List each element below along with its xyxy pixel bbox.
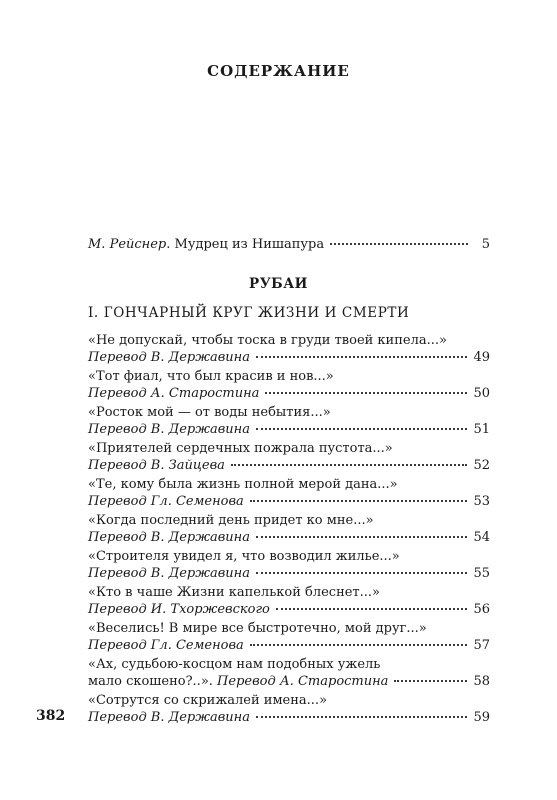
translator: Перевод А. Старостина — [88, 386, 260, 401]
entry-page: 56 — [473, 602, 490, 617]
poem-title: «Кто в чаше Жизни капелькой блеснет...» — [88, 585, 380, 600]
intro-entry — [88, 236, 490, 254]
dot-leader — [250, 500, 468, 502]
poem-title: «Те, кому была жизнь полной мерой дана...» — [88, 477, 398, 492]
entry-page: 58 — [473, 674, 490, 689]
toc-entry — [88, 404, 490, 439]
section-heading: РУБАИ — [249, 276, 308, 292]
poem-title-line-2: мало скошено?..». — [88, 674, 218, 689]
dot-leader — [231, 464, 468, 466]
entry-page: 59 — [473, 710, 490, 725]
poem-title: «Когда последний день придет ко мне...» — [88, 513, 374, 528]
dot-leader — [265, 392, 467, 394]
entry-page: 51 — [473, 422, 490, 437]
poem-title: «Тот фиал, что был красив и нов...» — [88, 369, 334, 384]
intro-line — [88, 236, 490, 254]
toc-entry — [88, 368, 490, 403]
poem-title: «Приятелей сердечных пожрала пустота...» — [88, 441, 393, 456]
page-title: СОДЕРЖАНИЕ — [207, 62, 350, 80]
dot-leader — [250, 644, 468, 646]
dot-leader — [256, 428, 467, 430]
translator: Перевод А. Старостина — [217, 674, 389, 689]
translator: Перевод И. Тхоржевского — [88, 602, 270, 617]
translator: Перевод В. Державина — [88, 710, 250, 725]
dot-leader — [276, 608, 468, 610]
toc-entry — [88, 548, 490, 583]
entry-page: 54 — [473, 530, 490, 545]
toc-entry — [88, 692, 490, 727]
toc-entry — [88, 512, 490, 547]
subsection-heading: I. ГОНЧАРНЫЙ КРУГ ЖИЗНИ И СМЕРТИ — [88, 305, 410, 321]
poem-title: «Не допускай, чтобы тоска в груди твоей кипела...» — [88, 333, 447, 348]
entry-page: 53 — [473, 494, 490, 509]
translator: Перевод В. Зайцева — [88, 458, 225, 473]
intro-author: М. Рейснер — [88, 237, 167, 252]
poem-title: «Веселись! В мире все быстротечно, мой друг...» — [88, 621, 427, 636]
entry-page: 57 — [473, 638, 490, 653]
entry-page: 55 — [473, 566, 490, 581]
dot-leader — [330, 243, 468, 245]
entry-page: 52 — [473, 458, 490, 473]
toc-entry — [88, 620, 490, 655]
page-number: 382 — [36, 708, 66, 724]
intro-title: . Мудрец из Нишапура — [166, 237, 325, 252]
toc-entry — [88, 332, 490, 367]
poem-title: «Строителя увидел я, что возводил жилье...» — [88, 549, 400, 564]
toc-entry — [88, 656, 490, 691]
translator: Перевод В. Державина — [88, 422, 250, 437]
translator: Перевод В. Державина — [88, 530, 250, 545]
poem-title-line-1: «Ах, судьбою-косцом нам подобных ужель — [88, 657, 381, 672]
poem-title: «Росток мой — от воды небытия...» — [88, 405, 331, 420]
poem-title: «Сотрутся со скрижалей имена...» — [88, 693, 328, 708]
translator: Перевод Гл. Семенова — [88, 638, 244, 653]
translator: Перевод Гл. Семенова — [88, 494, 244, 509]
dot-leader — [256, 716, 467, 718]
entry-page: 49 — [473, 350, 490, 365]
intro-page: 5 — [481, 237, 490, 252]
dot-leader — [256, 572, 467, 574]
toc-entry — [88, 440, 490, 475]
translator: Перевод В. Державина — [88, 350, 250, 365]
entry-page: 50 — [473, 386, 490, 401]
translator: Перевод В. Державина — [88, 566, 250, 581]
toc-entry — [88, 476, 490, 511]
dot-leader — [256, 356, 467, 358]
toc-entry — [88, 584, 490, 619]
toc-entries — [88, 332, 490, 728]
dot-leader — [394, 680, 467, 682]
dot-leader — [256, 536, 467, 538]
